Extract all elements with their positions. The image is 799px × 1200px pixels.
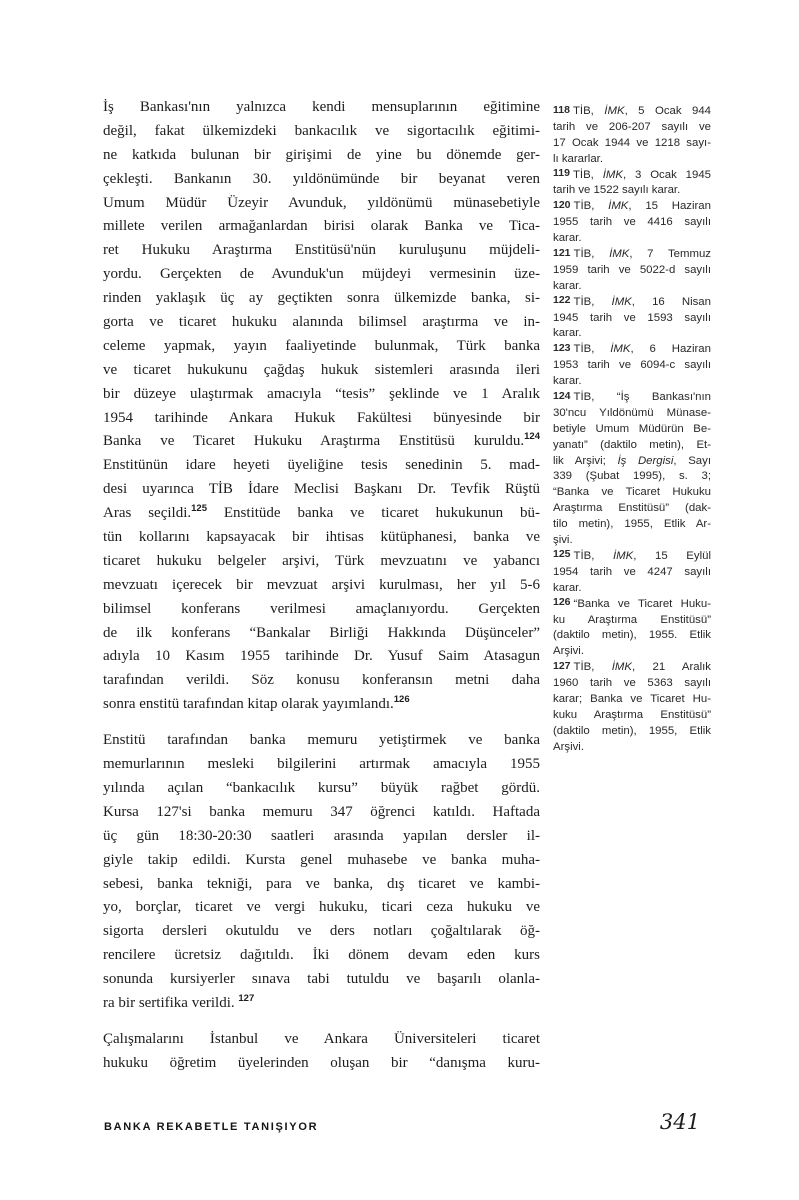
- footnote: [553, 597, 711, 661]
- footnote-line: 30'ncu Yıldönümü Münase-: [553, 406, 711, 419]
- text-line: değil, fakat ülkemizdeki bankacılık ve sigortacılık eğitimi-: [103, 122, 540, 139]
- text-line: Aras seçildi.$^{125}$ Enstitüde banka ve ticaret hukukunun bü-: [103, 503, 540, 522]
- page-number: 341: [659, 1110, 700, 1134]
- footnote-line: 118 TİB, İMK, 5 Ocak 944: [553, 104, 711, 117]
- footnote-line: 1945 tarih ve 1593 sayılı: [553, 311, 711, 324]
- footnote-line: 119 TİB, İMK, 3 Ocak 1945: [553, 167, 711, 181]
- footnote-line: 1960 tarih ve 5363 sayılı: [553, 677, 711, 690]
- footnote-line: 121 TİB, İMK, 7 Temmuz: [553, 247, 711, 261]
- footnote: [553, 199, 711, 247]
- footnote-line: (daktilo metin), 1955. Etlik: [553, 629, 711, 642]
- footnote-line: karar.: [553, 327, 582, 340]
- text-line: celeme yapmak, yayın faaliyetinde bulunmak, Türk banka: [103, 337, 540, 354]
- footnote-number: 125: [553, 548, 571, 561]
- footnote-line: 127 TİB, İMK, 21 Aralık: [553, 660, 711, 674]
- footnote-line: 124 TİB, “İş Bankası'nın: [553, 390, 711, 404]
- main-text: [103, 96, 540, 1088]
- footnote-ref: 124: [524, 431, 540, 443]
- footnote-line: 120 TİB, İMK, 15 Haziran: [553, 199, 711, 213]
- footnote-number: 123: [553, 342, 571, 354]
- footnote: [553, 660, 711, 755]
- text-line: İş Bankası'nın yalnızca kendi mensuplarının eğitimine: [103, 99, 540, 115]
- text-line: 1954 tarihinde Ankara Hukuk Fakültesi bünyesinde bir: [103, 409, 540, 426]
- footnote-line: şivi.: [553, 534, 573, 547]
- footnote-line: betiyle Umum Müdürün Be-: [553, 422, 711, 435]
- text-line: ve ticaret hukukunu çağdaş hukuk sistemleri arasında ileri: [103, 361, 540, 378]
- footnote: [553, 342, 711, 390]
- footnote-line: 1955 tarih ve 4416 sayılı: [553, 216, 711, 229]
- text-line: hukuku öğretim üyelerinden oluşan bir “danışma kuru-: [103, 1054, 540, 1071]
- footnote: [553, 295, 711, 343]
- footnote-number: 119: [553, 167, 570, 180]
- footnote-line: tarih ve 206-207 sayılı ve: [553, 120, 711, 133]
- footnote-ref: 125: [191, 503, 207, 515]
- text-line: yılında açılan “bankacılık kursu” büyük rağbet gördü.: [103, 779, 540, 796]
- text-line: sigorta dersleri okutuldu ve ders notları çoğaltılarak öğ-: [103, 923, 540, 940]
- text-line: giyle takip edildi. Kursta genel muhasebe ve banka muha-: [103, 851, 540, 868]
- footnote-number: 120: [553, 199, 571, 211]
- running-footer-title: BANKA REKABETLE TANIŞIYOR: [104, 1121, 319, 1133]
- text-line: rinden yaklaşık üç ay geçtikten sonra ülkemizde banka, si-: [103, 290, 540, 307]
- text-line: Umum Müdür Üzeyir Avunduk, yıldönümü münasebetiyle: [103, 194, 540, 211]
- text-line: tarafından verildi. Söz konusu konferansın metni daha: [103, 672, 540, 689]
- footnote: [553, 104, 711, 168]
- text-line: üç gün 18:30-20:30 saatleri arasında yapılan dersler il-: [103, 827, 540, 844]
- footnote-line: 17 Ocak 1944 ve 1218 sayı-: [553, 136, 711, 149]
- text-line: Çalışmalarını İstanbul ve Ankara Üniversiteleri ticaret: [103, 1030, 540, 1047]
- text-line: ret Hukuku Araştırma Enstitüsü'nün kuruluşunu müjdeli-: [103, 242, 540, 259]
- footnote-line: ku Araştırma Enstitüsü”: [553, 613, 711, 626]
- text-line: memurlarının mesleki bilgilerini artırmak amacıyla 1955: [103, 756, 540, 773]
- footnotes-column: [553, 104, 711, 756]
- paragraph: [103, 96, 540, 717]
- footnote-line: (daktilo metin), 1955, Etlik: [553, 724, 711, 737]
- footnote-line: 122 TİB, İMK, 16 Nisan: [553, 294, 711, 308]
- text-line: rencilere ücretsiz dağıtıldı. İki dönem devam eden kurs: [103, 947, 540, 964]
- text-line: Enstitünün idare heyeti üyeliğine tesis senedinin 5. mad-: [103, 457, 540, 474]
- footnote-line: karar.: [553, 279, 582, 292]
- footnote-line: Arşivi.: [553, 645, 585, 658]
- text-line: de ilk konferans “Bankalar Birliği Hakkında Düşünceler”: [103, 624, 540, 641]
- text-line: bir düzeye ulaştırmak amacıyla “tesis” şeklinde ve 1 Aralık: [103, 385, 540, 402]
- footnote-line: tilo metin), 1955, Etlik Ar-: [553, 518, 711, 531]
- text-line: adıyla 10 Kasım 1955 tarihinde Dr. Yusuf Saim Atasagun: [103, 648, 540, 665]
- text-line: desi uyarınca TİB İdare Meclisi Başkanı Dr. Tevfik Rüştü: [103, 481, 540, 498]
- footnote-ref: 127: [238, 992, 255, 1004]
- text-line: Kursa 127'si banka memuru 347 öğrenci katıldı. Haftada: [103, 803, 540, 820]
- footnote-line: yanatı” (daktilo metin), Et-: [553, 438, 711, 451]
- footnote: [553, 168, 711, 200]
- text-line: ra bir sertifika verildi. $^{127}$: [103, 992, 255, 1011]
- footnote-line: 126 “Banka ve Ticaret Huku-: [553, 596, 711, 610]
- footnote-line: 1954 tarih ve 4247 sayılı: [553, 565, 711, 578]
- footnote-number: 118: [553, 104, 570, 116]
- text-line: çekleşti. Bankanın 30. yıldönümünde bir beyanat veren: [103, 170, 540, 187]
- footnote-number: 127: [553, 660, 571, 672]
- footnote: [553, 549, 711, 597]
- paragraph: [103, 1028, 540, 1076]
- footnote-line: lik Arşivi; İş Dergisi, Sayı: [553, 454, 711, 467]
- text-line: yordu. Gerçekten de Avunduk'un müjdeyi vermesinin üze-: [103, 266, 540, 283]
- footnote-line: karar; Banka ve Ticaret Hu-: [553, 692, 711, 705]
- paragraph: [103, 729, 540, 1016]
- footnote-number: 126: [553, 596, 571, 609]
- footnote-number: 124: [553, 390, 571, 402]
- text-line: bilimsel konferans verilmesi amaçlanıyordu. Gerçekten: [103, 600, 540, 617]
- text-line: Banka ve Ticaret Hukuku Araştırma Enstitüsü kuruldu.$^{124}$: [103, 431, 540, 450]
- footnote-line: “Banka ve Ticaret Hukuku: [553, 486, 711, 499]
- text-line: tün kollarını kapsayacak bir ihtisas kütüphanesi, banka ve: [103, 529, 540, 546]
- text-line: mevzuatı içerecek bir mevzuat arşivi kurulması, her yıl 5-6: [103, 576, 540, 593]
- footnote-line: kuku Araştırma Enstitüsü”: [553, 708, 711, 721]
- text-line: ticaret hukuku belgeler arşivi, Türk mevzuatını ve yabancı: [103, 552, 540, 569]
- text-line: sebesi, banka tekniği, para ve banka, dış ticaret ve kambi-: [103, 875, 540, 892]
- footnote-line: karar.: [553, 232, 582, 245]
- text-line: sonunda kursiyerler sınava tabi tutuldu ve başarılı olanla-: [103, 971, 540, 988]
- footnote-line: 1953 tarih ve 6094-c sayılı: [553, 359, 711, 372]
- text-line: gorta ve ticaret hukuku alanında bilimsel araştırma ve in-: [103, 314, 540, 331]
- footnote-line: 339 (Şubat 1995), s. 3;: [553, 470, 711, 483]
- footnote-number: 121: [553, 247, 571, 259]
- text-line: ne katkıda bulunan bir girişimi de yine bu dönemde ger-: [103, 146, 540, 163]
- footnote-line: 1959 tarih ve 5022-d sayılı: [553, 263, 711, 276]
- footnote-line: 123 TİB, İMK, 6 Haziran: [553, 342, 711, 356]
- footnote-line: Araştırma Enstitüsü” (dak-: [553, 502, 711, 515]
- footnote-line: lı kararlar.: [553, 152, 604, 165]
- text-line: Enstitü tarafından banka memuru yetiştirmek ve banka: [103, 732, 540, 749]
- footnote-line: karar.: [553, 581, 582, 594]
- footnote-ref: 126: [393, 694, 410, 706]
- footnote-line: 125 TİB, İMK, 15 Eylül: [553, 548, 711, 562]
- text-line: yo, borçlar, ticaret ve vergi hukuku, ticari ceza hukuku ve: [103, 899, 540, 916]
- footnote: [553, 247, 711, 295]
- footnote-line: Arşivi.: [553, 740, 585, 753]
- text-line: sonra enstitü tarafından kitap olarak yayımlandı.$^{126}$: [103, 694, 410, 713]
- footnote-number: 122: [553, 294, 571, 307]
- text-line: millete verilen armağanlardan birisi olarak Banka ve Tica-: [103, 218, 540, 235]
- footnote-line: karar.: [553, 375, 582, 388]
- footnote-line: tarih ve 1522 sayılı karar.: [553, 184, 681, 197]
- footnote: [553, 390, 711, 549]
